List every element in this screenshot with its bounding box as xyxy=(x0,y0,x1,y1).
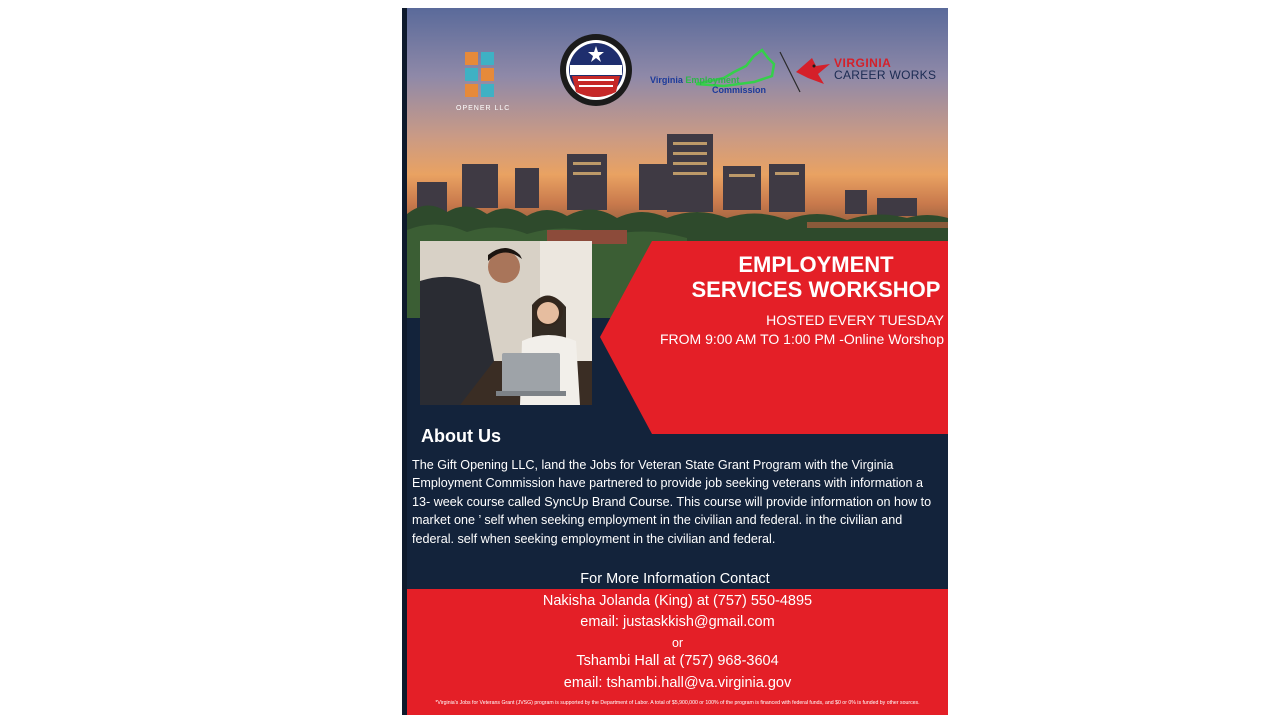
vcw-line1: VIRGINIA xyxy=(834,56,892,70)
vec-line2: Commission xyxy=(712,85,767,95)
about-us-heading: About Us xyxy=(421,426,501,446)
vcw-line2: CAREER WORKS xyxy=(834,68,937,82)
jvsg-seal-logo xyxy=(558,32,634,108)
cardinal-bird-icon xyxy=(794,56,832,86)
vec-line1b: Employment xyxy=(685,75,740,85)
contact-person1: Nakisha Jolanda (King) at (757) 550-4895 xyxy=(542,593,813,609)
contact-person2: Tshambi Hall at (757) 968-3604 xyxy=(576,653,779,669)
workshop-schedule-day: HOSTED EVERY TUESDAY xyxy=(766,312,944,328)
funding-footnote: *Virginia's Jobs for Veterans Grant (JVSG) program is supported by the Department of Labor. A total of $5,900,000 or 100% of the program is financed with federal funds, and $0 or 0% is funded by other sources. xyxy=(435,700,920,706)
virginia-employment-commission-logo xyxy=(650,48,776,96)
business-meeting-photo xyxy=(420,241,592,405)
contact-heading: For More Information Contact xyxy=(580,571,770,587)
contact-panel xyxy=(407,589,948,715)
contact-email1[interactable]: email: justaskkish@gmail.com xyxy=(580,614,775,630)
contact-email2[interactable]: email: tshambi.hall@va.virginia.gov xyxy=(563,675,792,691)
workshop-flyer xyxy=(402,8,948,715)
workshop-title-line1: EMPLOYMENT xyxy=(738,252,894,277)
virginia-career-works-logo xyxy=(790,54,940,88)
about-us-body: The Gift Opening LLC, land the Jobs for Veteran State Grant Program with the Virginia Employment Commission have partnered to provide job seeking veterans with information a 13- week course called SyncUp Brand Course. This course will provide information on how to market one ’ self when seeking employment in the civilian and federal. in the civilian and federal. self when seeking employment in the civilian and federal. xyxy=(412,458,932,546)
vec-line1: Virginia xyxy=(650,75,683,85)
workshop-schedule-time: FROM 9:00 AM TO 1:00 PM -Online Worshop xyxy=(660,331,944,347)
workshop-title xyxy=(686,252,946,302)
gift-opening-caption: OPENER LLC xyxy=(456,105,511,112)
contact-or: or xyxy=(671,636,684,650)
workshop-title-line2: SERVICES WORKSHOP xyxy=(691,277,941,302)
